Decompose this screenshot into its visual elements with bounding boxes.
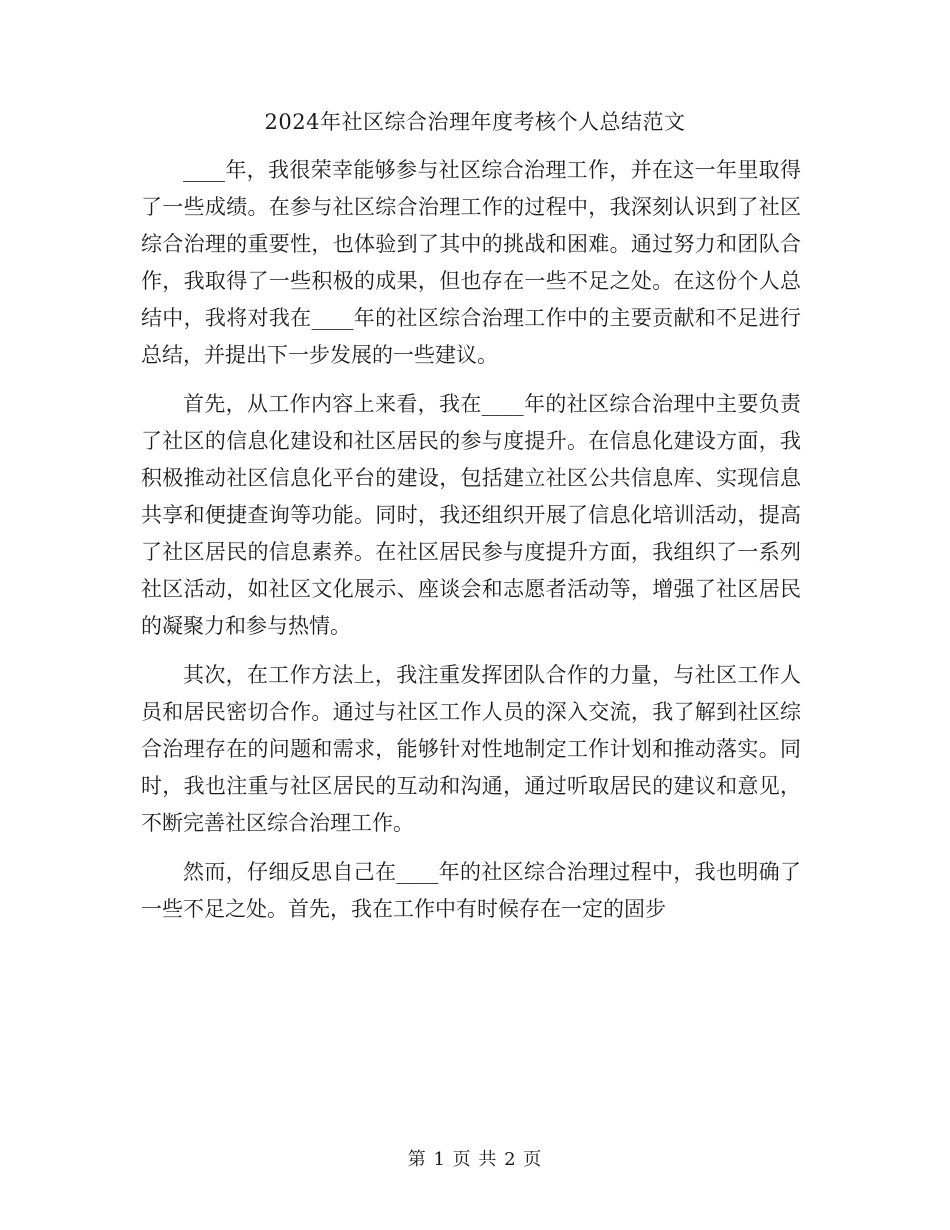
paragraph-4: 然而，仔细反思自己在____年的社区综合治理过程中，我也明确了一些不足之处。首先，我在工作中有时候存在一定的固步 xyxy=(141,860,801,921)
paragraph-3: 其次，在工作方法上，我注重发挥团队合作的力量，与社区工作人员和居民密切合作。通过与社区工作人员的深入交流，我了解到社区综合治理存在的问题和需求，能够针对性地制定工作计划和推动落实。同时，我也注重与社区居民的互动和沟通，通过听取居民的建议和意见，不断完善社区综合治理工作。 xyxy=(141,663,801,835)
paragraph-1: ____年，我很荣幸能够参与社区综合治理工作，并在这一年里取得了一些成绩。在参与社区综合治理工作的过程中，我深刻认识到了社区综合治理的重要性，也体验到了其中的挑战和困难。通过努力和团队合作，我取得了一些积极的成果，但也存在一些不足之处。在这份个人总结中，我将对我在____年的社区综合治理工作中的主要贡献和不足进行总结，并提出下一步发展的一些建议。 xyxy=(141,158,801,367)
page-number-label: 第 1 页 共 2 页 xyxy=(407,1149,543,1170)
paragraph-2: 首先，从工作内容上来看，我在____年的社区综合治理中主要负责了社区的信息化建设和社区居民的参与度提升。在信息化建设方面，我积极推动社区信息化平台的建设，包括建立社区公共信息库、实现信息共享和便捷查询等功能。同时，我还组织开展了信息化培训活动，提高了社区居民的信息素养。在社区居民参与度提升方面，我组织了一系列社区活动，如社区文化展示、座谈会和志愿者活动等，增强了社区居民的凝聚力和参与热情。 xyxy=(141,392,801,638)
document-title: 2024年社区综合治理年度考核个人总结范文 xyxy=(264,110,686,134)
document-body xyxy=(141,152,801,940)
page-footer xyxy=(0,1148,950,1172)
